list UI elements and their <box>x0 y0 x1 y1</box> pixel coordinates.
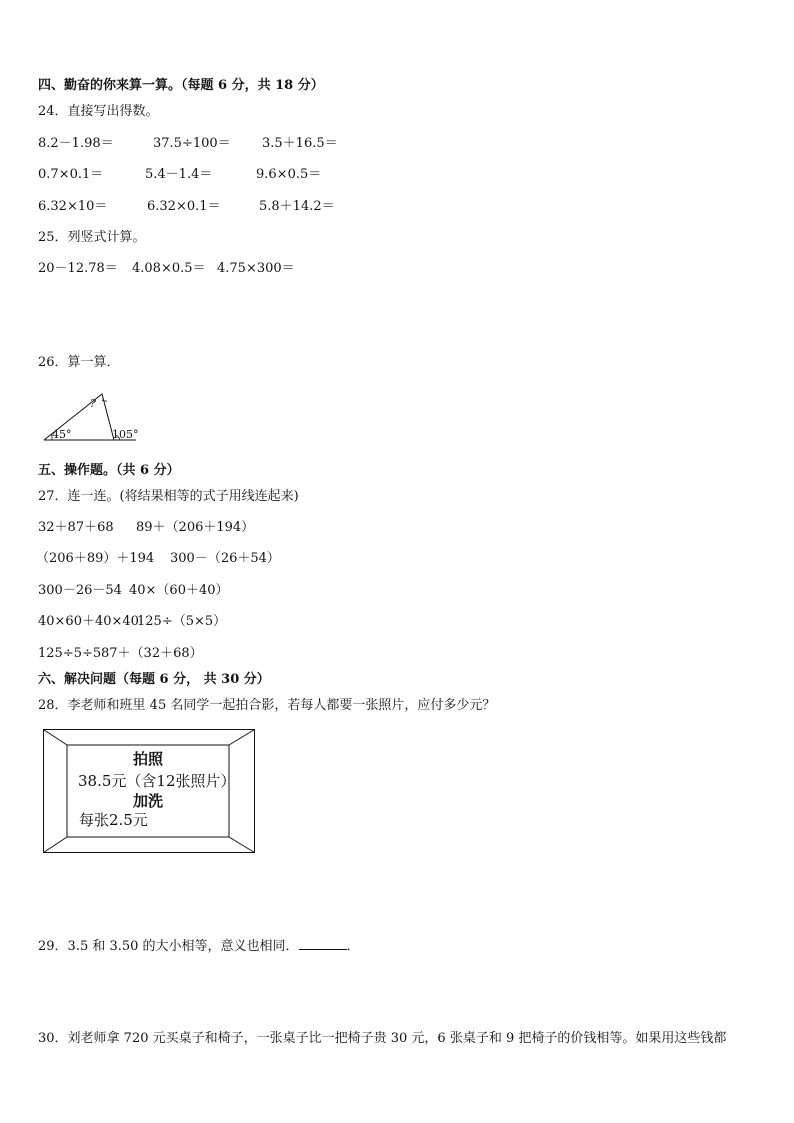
angle-unknown-label: ? <box>90 397 96 410</box>
q27-right-item: 40×（60＋40） <box>129 583 229 598</box>
q27-left-item: 40×60＋40×40 <box>38 614 139 629</box>
angle-105-label: 105° <box>112 428 139 441</box>
q24-item: 0.7×0.1＝ <box>38 167 104 182</box>
q27-right-item: 89＋（206＋194） <box>136 520 255 535</box>
q24-prompt: 24．直接写出得数。 <box>38 104 159 119</box>
q28-prompt: 28．李老师和班里 45 名同学一起拍合影，若每人都要一张照片，应付多少元？ <box>38 698 496 713</box>
q29-prompt: 29．3.5 和 3.50 的大小相等，意义也相同． <box>38 939 299 954</box>
section-5-title: 五、操作题。（共 6 分） <box>38 463 180 478</box>
q27-left-item: （206＋89）＋194 <box>36 551 155 566</box>
q27-right-item: 87＋（32＋68） <box>101 646 203 661</box>
q25-item: 4.75×300＝ <box>217 261 295 276</box>
q29-end: ． <box>346 939 360 954</box>
q27-left-item: 32＋87＋68 <box>38 520 114 535</box>
section-4-title: 四、勤奋的你来算一算。（每题 6 分，共 18 分） <box>38 78 324 93</box>
sign-reprint-price: 每张2.5元 <box>79 811 148 829</box>
q24-item: 6.32×0.1＝ <box>147 199 221 214</box>
q27-prompt: 27．连一连。(将结果相等的式子用线连起来) <box>38 489 299 504</box>
section-6-title: 六、解决问题（每题 6 分， 共 30 分） <box>38 672 270 687</box>
sign-heading-reprint: 加洗 <box>133 792 164 810</box>
angle-45-label: 45° <box>52 428 72 441</box>
q25-prompt: 25．列竖式计算。 <box>38 230 146 245</box>
q24-item: 3.5＋16.5＝ <box>262 136 338 151</box>
q24-item: 6.32×10＝ <box>38 199 108 214</box>
price-sign <box>43 729 255 853</box>
q27-left-item: 125÷5÷5 <box>38 646 102 661</box>
q24-item: 5.8＋14.2＝ <box>259 199 335 214</box>
q25-item: 20－12.78＝ <box>38 261 118 276</box>
q26-prompt: 26．算一算． <box>38 355 120 370</box>
q27-right-item: 300－（26＋54） <box>170 551 280 566</box>
q24-item: 5.4－1.4＝ <box>145 167 213 182</box>
q30-prompt: 30．刘老师拿 720 元买桌子和椅子，一张桌子比一把椅子贵 30 元，6 张桌子和 9 把椅子的价钱相等。如果用这些钱都 <box>38 1031 727 1046</box>
q24-item: 37.5÷100＝ <box>153 136 231 151</box>
triangle-figure <box>40 390 140 445</box>
q25-item: 4.08×0.5＝ <box>132 261 206 276</box>
sign-photo-price: 38.5元（含12张照片） <box>78 772 236 790</box>
q24-item: 8.2－1.98＝ <box>38 136 114 151</box>
q29-line <box>38 937 360 955</box>
answer-blank[interactable] <box>299 937 347 950</box>
sign-heading-photo: 拍照 <box>133 750 164 768</box>
q27-left-item: 300－26－54 <box>38 583 122 598</box>
q24-item: 9.6×0.5＝ <box>256 167 322 182</box>
q27-right-item: 125÷（5×5） <box>137 614 227 629</box>
